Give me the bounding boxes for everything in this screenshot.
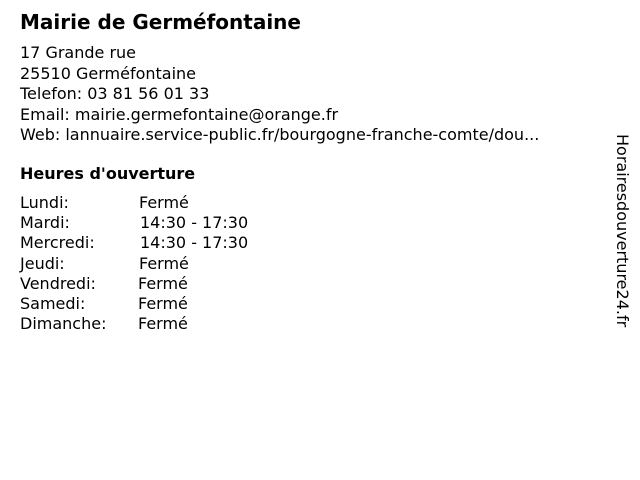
day-label: Samedi:	[20, 293, 86, 313]
opening-hours-list	[20, 193, 320, 334]
business-name: Mairie de Germéfontaine	[20, 10, 301, 34]
hours-value: Fermé	[138, 314, 188, 334]
day-label: Lundi:	[20, 193, 69, 212]
phone-line: Telefon: 03 81 56 01 33	[20, 84, 210, 103]
postal-city: 25510 Germéfontaine	[20, 63, 197, 83]
hours-row-saturday	[20, 294, 320, 314]
web-line: Web: lannuaire.service-public.fr/bourgogne-franche-comte/dou...	[20, 125, 540, 144]
day-label: Mercredi:	[20, 233, 95, 253]
hours-value: Fermé	[139, 193, 189, 212]
hours-row-friday	[20, 274, 320, 294]
hours-value: 14:30 - 17:30	[140, 233, 249, 253]
hours-row-thursday	[20, 254, 320, 274]
site-watermark: Horairesdouverture24.fr	[613, 134, 632, 328]
street-address: 17 Grande rue	[20, 43, 137, 62]
day-label: Dimanche:	[20, 314, 107, 334]
day-label: Mardi:	[20, 213, 70, 233]
opening-hours-heading: Heures d'ouverture	[20, 164, 196, 183]
hours-row-sunday	[20, 314, 320, 334]
hours-value: Fermé	[138, 293, 188, 313]
email-line: Email: mairie.germefontaine@orange.fr	[20, 104, 339, 124]
day-label: Jeudi:	[20, 253, 65, 273]
business-contact-block	[20, 43, 539, 146]
hours-value: 14:30 - 17:30	[140, 213, 249, 233]
day-label: Vendredi:	[20, 273, 96, 293]
hours-row-tuesday	[20, 213, 320, 233]
hours-value: Fermé	[139, 253, 189, 273]
hours-value: Fermé	[138, 273, 188, 293]
hours-row-wednesday	[20, 233, 320, 253]
hours-row-monday	[20, 193, 320, 213]
